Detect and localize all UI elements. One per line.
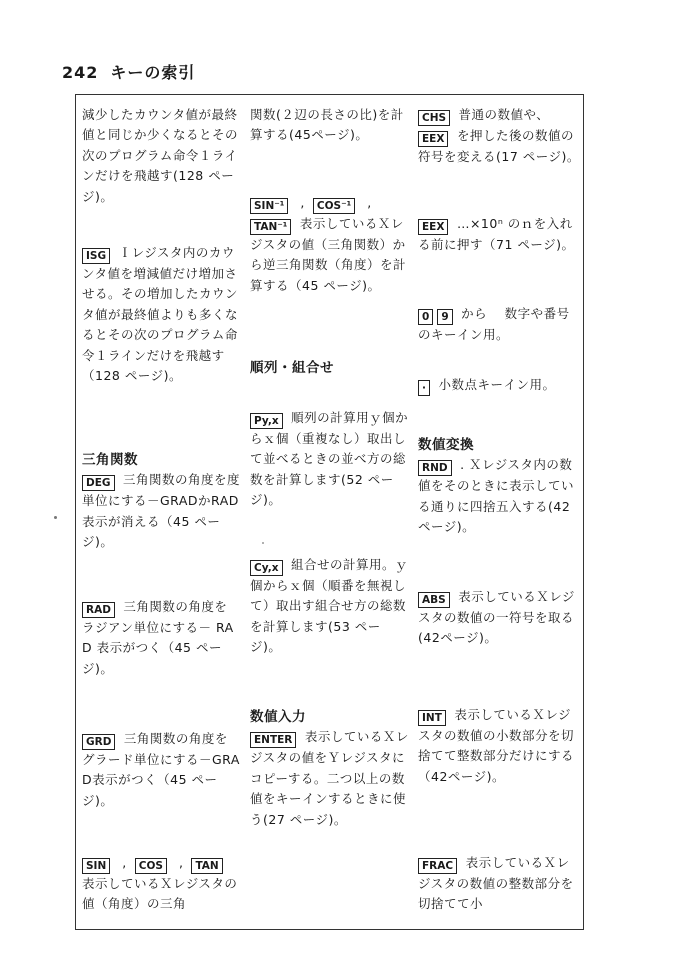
entry xyxy=(82,105,240,207)
entry-decimal xyxy=(418,375,580,396)
entry-text: 関数(２辺の長さの比)を計算する(45ページ)。 xyxy=(250,107,404,143)
entry-text: 表示しているＸレジスタの値（角度）の三角 xyxy=(82,876,238,912)
key-arctan: TAN⁻¹ xyxy=(250,219,291,235)
page-number: 242 xyxy=(62,63,99,82)
entry-text: …×10ⁿ のｎを入れる前に押す（71 ページ)。 xyxy=(418,216,575,252)
entry-chs xyxy=(418,105,580,167)
page-title: キーの索引 xyxy=(110,63,196,82)
entry xyxy=(250,105,410,146)
key-int: INT xyxy=(418,710,446,726)
entry-text: から 数字や番号のキーイン用。 xyxy=(418,306,570,342)
entry-text: 表示しているＸレジスタの値をＹレジスタにコピーする。二つ以上の数値をキーインするときに使う(27 ページ)。 xyxy=(250,729,409,827)
entry-text: 普通の数値や、 xyxy=(458,107,550,122)
entry-text: Ｉレジスタ内のカウンタ値を増減値だけ増加させる。その増加したカウンタ値が最終値よりも多くなるとその次のプログラム命令１ラインだけを飛越す（128 ページ)。 xyxy=(82,245,239,384)
key-9: 9 xyxy=(437,309,452,325)
page-header xyxy=(62,60,195,83)
section-permutation xyxy=(250,358,410,378)
entry-abs xyxy=(418,587,580,649)
key-grd: GRD xyxy=(82,734,115,750)
entry-digits xyxy=(418,304,580,345)
section-heading: 数値変換 xyxy=(418,437,474,453)
key-sin: SIN xyxy=(82,858,110,874)
key-cos: COS xyxy=(135,858,167,874)
entry-text: 組合せの計算用。ｙ個からｘ個（順番を無視して）取出す組合せ方の総数を計算します(53 ページ)。 xyxy=(250,557,408,655)
key-arccos: COS⁻¹ xyxy=(313,198,355,214)
key-0: 0 xyxy=(418,309,433,325)
key-abs: ABS xyxy=(418,592,450,608)
key-deg: DEG xyxy=(82,475,115,491)
key-rnd: RND xyxy=(418,460,452,476)
entry-enter xyxy=(250,707,410,830)
entry-text: 表示しているＸレジスタの数値の一符号を取る(42ページ)。 xyxy=(418,589,575,646)
entry-text: 三角関数の角度を度単位にする－GRADかRAD表示が消える（45 ページ)。 xyxy=(82,472,241,550)
entry-trig: SIN , COS , TAN 表示しているＸレジスタの値（角度）の三角 xyxy=(82,855,238,912)
section-heading: 三角関数 xyxy=(82,452,138,468)
key-chs: CHS xyxy=(418,110,450,126)
key-frac: FRAC xyxy=(418,858,457,874)
entry-grd xyxy=(82,729,240,811)
entry-text: 三角関数の角度をグラード単位にする－GRAD表示がつく（45 ページ)。 xyxy=(82,731,240,808)
entry-text: 減少したカウンタ値が最終値と同じか少くなるとその次のプログラム命令１ラインだけを飛越す(128 ページ)。 xyxy=(82,107,239,204)
entry-int xyxy=(418,705,580,787)
entry-rnd xyxy=(418,435,580,538)
key-isg: ISG xyxy=(82,248,110,264)
key-eex: EEX xyxy=(418,219,448,235)
key-enter: ENTER xyxy=(250,732,296,748)
key-eex: EEX xyxy=(418,131,448,147)
key-cyx: Cy,x xyxy=(250,560,283,576)
entry-text: を押した後の数値の符号を変える(17 ページ)。 xyxy=(418,128,580,164)
key-pyx: Py,x xyxy=(250,413,283,429)
entry-isg xyxy=(82,243,240,386)
entry-text: 三角関数の角度をラジアン単位にする－ RAD 表示がつく（45 ページ)。 xyxy=(82,599,234,676)
section-heading: 順列・組合せ xyxy=(250,360,334,376)
entry-text: 小数点キーイン用。 xyxy=(438,377,556,392)
key-tan: TAN xyxy=(191,858,222,874)
entry-pyx xyxy=(250,408,410,511)
entry-text: 表示しているＸレジスタの数値の小数部分を切捨てて整数部分だけにする（42ページ)。 xyxy=(418,707,575,784)
entry-frac xyxy=(418,853,580,915)
entry-text: 表示しているＸレジスタの値（三角関数）から逆三角関数（角度）を計算する（45 ページ)。 xyxy=(250,216,407,293)
entry-text: 表示しているＸレジスタの数値の整数部分を切捨てて小 xyxy=(418,855,574,912)
key-decimal-point: · xyxy=(418,380,430,396)
entry-text: . Ｘレジスタ内の数値をそのときに表示している通りに四捨五入する(42 ページ)。 xyxy=(418,457,575,535)
key-index-table xyxy=(75,94,584,930)
entry-rad xyxy=(82,597,240,679)
key-arcsin: SIN⁻¹ xyxy=(250,198,288,214)
scan-speck xyxy=(54,516,57,519)
entry-eex xyxy=(418,214,580,255)
entry-inverse-trig: SIN⁻¹ , COS⁻¹ , TAN⁻¹ 表示しているＸレジスタの値（三角関数）から逆三角関数（角度）を計算する（45 ページ)。 xyxy=(250,195,407,293)
entry-deg xyxy=(82,450,240,553)
section-heading: 数値入力 xyxy=(250,709,306,725)
entry-text: 順列の計算用ｙ個からｘ個（重複なし）取出して並べるときの並べ方の総数を計算します(52 ページ)。 xyxy=(250,410,409,508)
entry-cyx xyxy=(250,555,410,658)
key-rad: RAD xyxy=(82,602,115,618)
